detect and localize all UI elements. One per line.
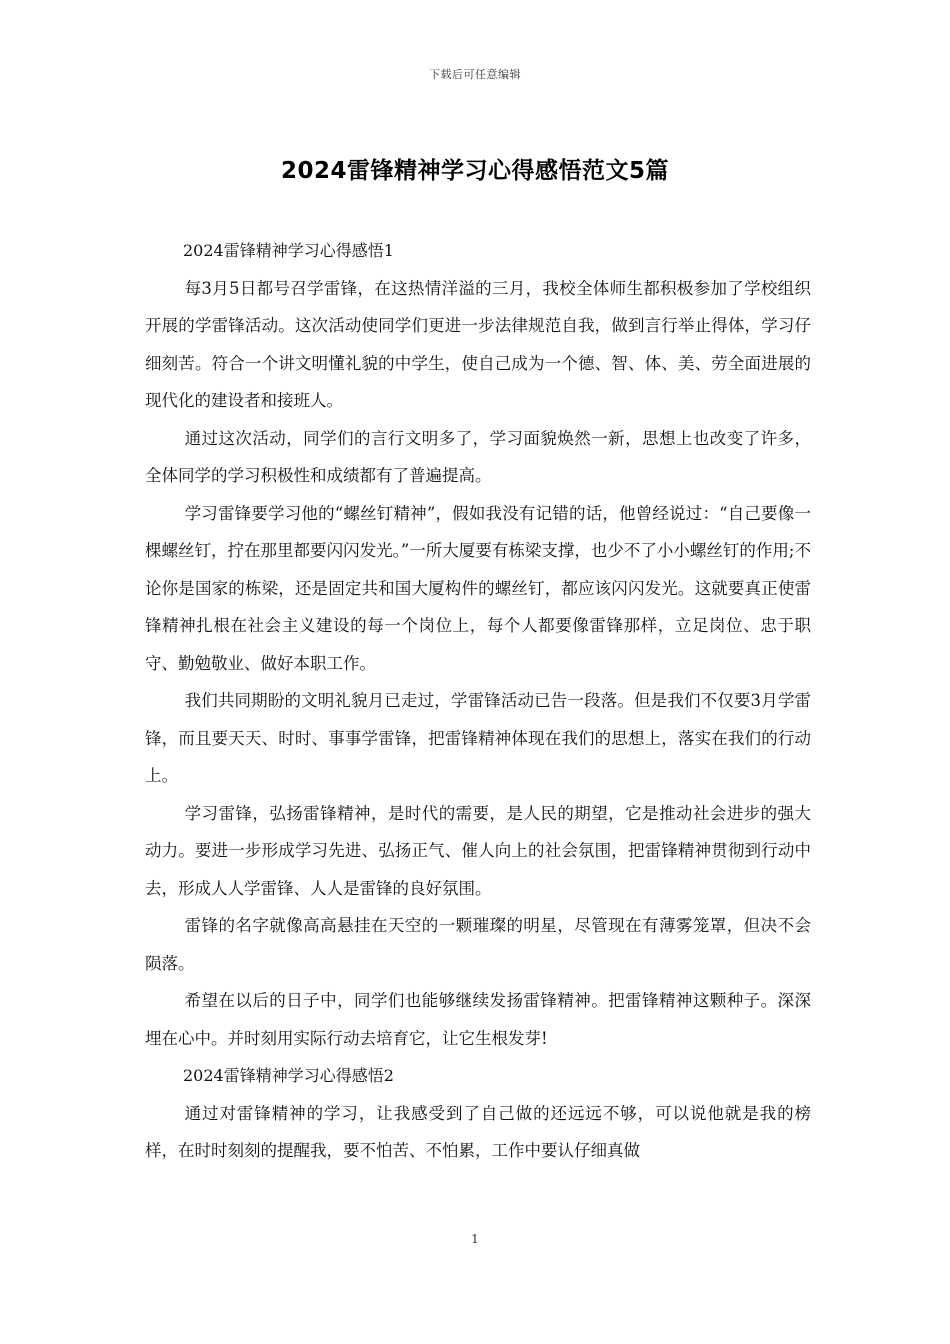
paragraph: 希望在以后的日子中，同学们也能够继续发扬雷锋精神。把雷锋精神这颗种子。深深埋在心中。并时刻用实际行动去培育它，让它生根发芽! xyxy=(145,991,811,1048)
section-1 xyxy=(145,232,811,1057)
paragraph: 雷锋的名字就像高高悬挂在天空的一颗璀璨的明星，尽管现在有薄雾笼罩，但决不会陨落。 xyxy=(145,916,811,973)
paragraph: 学习雷锋要学习他的“螺丝钉精神”，假如我没有记错的话，他曾经说过：“自己要像一棵螺丝钉，拧在那里都要闪闪发光。”一所大厦要有栋梁支撑，也少不了小小螺丝钉的作用;不论你是国家的栋梁，还是固定共和国大厦构件的螺丝钉，都应该闪闪发光。这就要真正使雷锋精神扎根在社会主义建设的每一个岗位上，每个人都要像雷锋那样，立足岗位、忠于职守、勤勉敬业、做好本职工作。 xyxy=(145,503,811,673)
paragraph: 通过对雷锋精神的学习，让我感受到了自己做的还远远不够，可以说他就是我的榜样，在时时刻刻的提醒我，要不怕苦、不怕累，工作中要认仔细真做 xyxy=(145,1103,811,1160)
page-number: 1 xyxy=(471,1232,479,1246)
paragraph: 每3月5日都号召学雷锋，在这热情洋溢的三月，我校全体师生都积极参加了学校组织开展的学雷锋活动。这次活动使同学们更进一步法律规范自我，做到言行举止得体，学习仔细刻苦。符合一个讲文明懂礼貌的中学生，使自己成为一个德、智、体、美、劳全面进展的现代化的建设者和接班人。 xyxy=(145,278,811,410)
section-heading: 2024雷锋精神学习心得感悟2 xyxy=(183,1066,394,1085)
section-heading: 2024雷锋精神学习心得感悟1 xyxy=(183,241,394,260)
paragraph: 通过这次活动，同学们的言行文明多了，学习面貌焕然一新，思想上也改变了许多，全体同学的学习积极性和成绩都有了普遍提高。 xyxy=(145,428,811,485)
document-title: 2024雷锋精神学习心得感悟范文5篇 xyxy=(280,158,670,184)
section-2 xyxy=(145,1057,811,1170)
page-header: 下载后可任意编辑 xyxy=(429,68,521,81)
paragraph: 我们共同期盼的文明礼貌月已走过，学雷锋活动已告一段落。但是我们不仅要3月学雷锋，而且要天天、时时、事事学雷锋，把雷锋精神体现在我们的思想上，落实在我们的行动上。 xyxy=(145,691,811,785)
document-body xyxy=(145,232,811,1170)
paragraph: 学习雷锋，弘扬雷锋精神，是时代的需要，是人民的期望，它是推动社会进步的强大动力。要进一步形成学习先进、弘扬正气、催人向上的社会氛围，把雷锋精神贯彻到行动中去，形成人人学雷锋、人人是雷锋的良好氛围。 xyxy=(145,803,811,898)
